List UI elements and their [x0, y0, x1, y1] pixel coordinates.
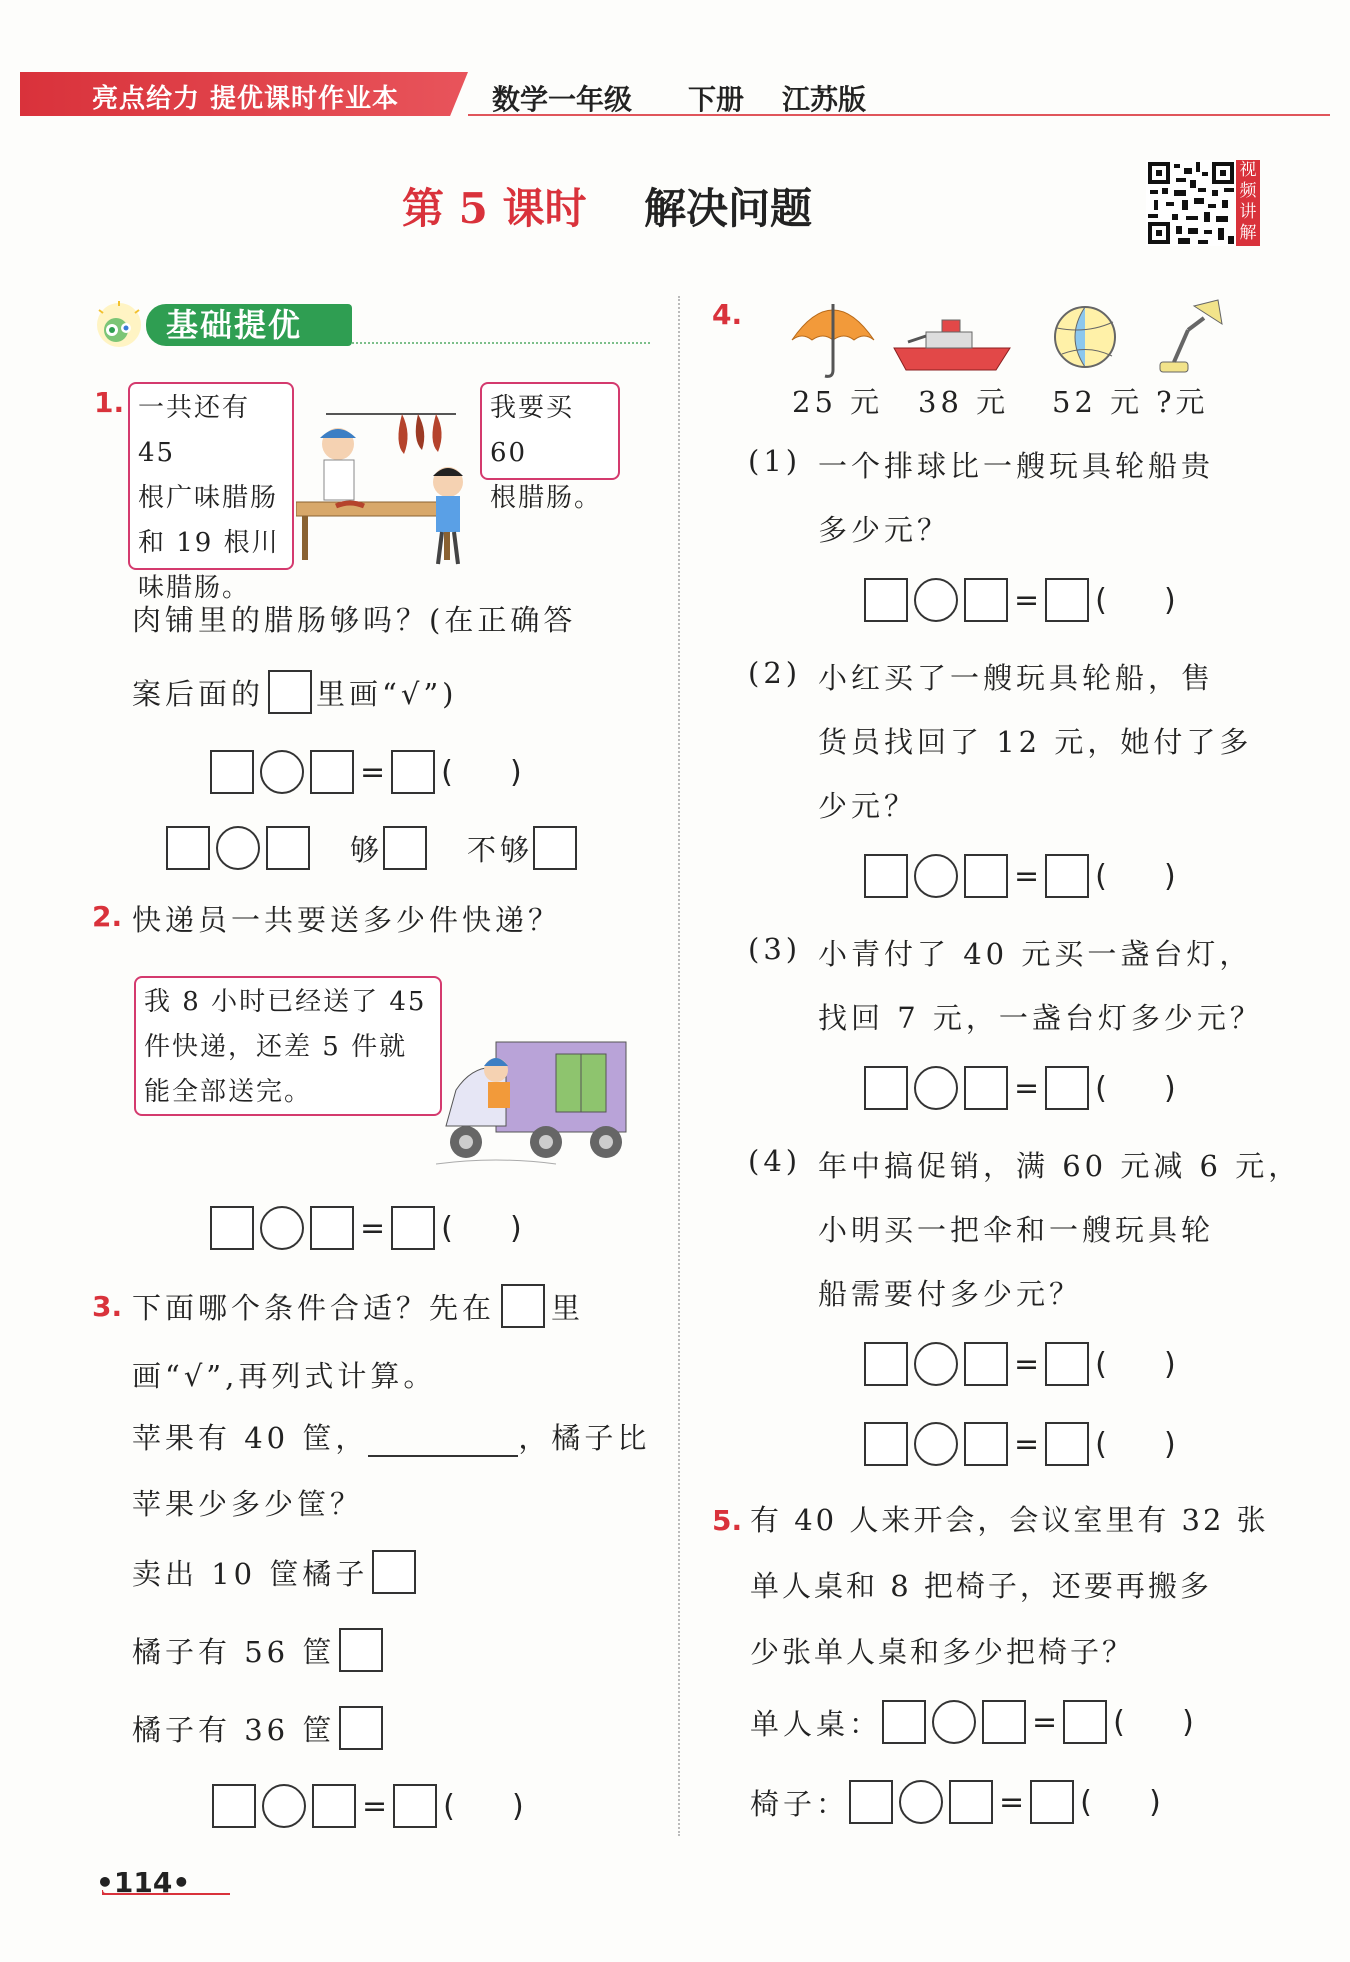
unit-blank[interactable]: ( ) [443, 1788, 524, 1824]
operand-box[interactable] [982, 1700, 1026, 1744]
q3-option-3 [132, 1706, 383, 1750]
result-box[interactable] [1045, 1342, 1089, 1386]
q5-line1: 有 40 人来开会，会议室里有 32 张 [750, 1503, 1269, 1537]
operand-box[interactable] [210, 750, 254, 794]
q4-sub3-equation [864, 1064, 1176, 1112]
q3-number: 3. [92, 1290, 123, 1323]
answer-box[interactable] [501, 1284, 545, 1328]
operand-box[interactable] [964, 1422, 1008, 1466]
gears-icon [94, 300, 144, 350]
q3-text-b: 里 [551, 1290, 585, 1325]
q2-number: 2. [92, 900, 123, 933]
equals-sign: = [360, 1210, 386, 1246]
enough-label: 够 [350, 832, 384, 867]
bubble-line: 我要买 60 [490, 393, 575, 468]
price-volleyball: 52 元 [1052, 385, 1144, 419]
q1-speech-bubble-right [480, 382, 620, 513]
q5-desk-equation [750, 1698, 1194, 1746]
q3-line2: 画“√”,再列式计算。 [132, 1359, 437, 1393]
operator-circle[interactable] [260, 750, 304, 794]
q1-number: 1. [94, 386, 125, 419]
operator-circle[interactable] [914, 854, 958, 898]
unit-blank[interactable]: ( ) [1095, 1346, 1176, 1382]
q4-sub4-equation-1 [864, 1340, 1176, 1388]
q1-equation [210, 748, 522, 796]
unit-blank[interactable]: ( ) [1080, 1784, 1161, 1820]
q3-text-d: ，橘子比 [518, 1421, 651, 1455]
umbrella-icon [788, 296, 878, 380]
equals-sign: = [1032, 1704, 1058, 1740]
q4-sub2-line2: 货员找回了 12 元，她付了多 [818, 725, 1253, 759]
equals-sign: = [1014, 1346, 1040, 1382]
operator-circle[interactable] [914, 1342, 958, 1386]
price-umbrella: 25 元 [792, 385, 884, 419]
q3-option-1 [132, 1550, 416, 1594]
operand-box[interactable] [864, 854, 908, 898]
header-volume: 下册 [688, 83, 745, 116]
operator-circle[interactable] [932, 1700, 976, 1744]
q3-equation [212, 1782, 524, 1830]
price-lamp: ?元 [1156, 385, 1209, 419]
result-box[interactable] [391, 750, 435, 794]
bubble-line: 根广味腊肠 [138, 483, 279, 513]
equals-sign: = [1014, 582, 1040, 618]
compare-circle[interactable] [216, 826, 260, 870]
bubble-line: 味腊肠。 [138, 573, 251, 603]
equals-sign: = [360, 754, 386, 790]
unit-blank[interactable]: ( ) [1113, 1704, 1194, 1740]
option-check-box[interactable] [339, 1706, 383, 1750]
operator-circle[interactable] [899, 1780, 943, 1824]
q1-question-line1: 肉铺里的腊肠够吗？(在正确答 [132, 603, 577, 637]
operand-box[interactable] [849, 1780, 893, 1824]
q1-text-b: 里画“√”) [316, 676, 458, 711]
q4-sub1-line1: 一个排球比一艘玩具轮船贵 [818, 449, 1215, 483]
q2-equation [210, 1204, 522, 1252]
not-enough-check-box[interactable] [533, 826, 577, 870]
unit-blank[interactable]: ( ) [1095, 582, 1176, 618]
q4-sub1-equation [864, 576, 1176, 624]
q3-option-2 [132, 1628, 383, 1672]
q1-text-a: 案后面的 [132, 676, 265, 711]
q3-line3 [132, 1416, 650, 1457]
q5-line2: 单人桌和 8 把椅子，还要再搬多 [750, 1569, 1212, 1603]
operand-box[interactable] [310, 1206, 354, 1250]
q4-sub4-line1: 年中搞促销，满 60 元减 6 元， [818, 1149, 1302, 1183]
volleyball-icon [1052, 304, 1118, 370]
q4-sub1-line2: 多少元？ [818, 513, 951, 547]
operand-box[interactable] [210, 1206, 254, 1250]
equals-sign: = [1014, 858, 1040, 894]
video-explain-tag[interactable]: 视频讲解 [1236, 160, 1260, 246]
operand-box[interactable] [964, 578, 1008, 622]
section-divider [352, 342, 650, 344]
delivery-tricycle-illustration [436, 1030, 636, 1170]
operand-box[interactable] [312, 1784, 356, 1828]
column-divider [678, 296, 680, 1836]
butcher-shop-illustration [296, 396, 480, 576]
q5-line3: 少张单人桌和多少把椅子？ [750, 1635, 1135, 1669]
q1-speech-bubble-left [128, 382, 294, 603]
q4-sub4-equation-2 [864, 1420, 1176, 1468]
operator-circle[interactable] [914, 1422, 958, 1466]
result-box[interactable] [1030, 1780, 1074, 1824]
operator-circle[interactable] [914, 1066, 958, 1110]
header-edition: 江苏版 [782, 83, 867, 116]
result-box[interactable] [1045, 1422, 1089, 1466]
result-box[interactable] [391, 1206, 435, 1250]
equals-sign: = [1014, 1070, 1040, 1106]
q3-line1 [132, 1284, 584, 1328]
condition-blank[interactable] [368, 1427, 518, 1457]
unit-blank[interactable]: ( ) [441, 754, 522, 790]
option-text: 橘子有 56 筐 [132, 1634, 336, 1669]
option-text: 橘子有 36 筐 [132, 1712, 336, 1747]
page-number-underline [102, 1886, 232, 1896]
q4-sub2-line3: 少元？ [818, 789, 918, 823]
operand-box[interactable] [310, 750, 354, 794]
q4-sub2-number: (2) [748, 656, 802, 690]
price-ship: 38 元 [918, 385, 1010, 419]
bubble-line: 件快递，还差 5 件就 [144, 1032, 408, 1062]
operand-box[interactable] [882, 1700, 926, 1744]
operand-box[interactable] [864, 1422, 908, 1466]
operand-box[interactable] [949, 1780, 993, 1824]
q5-number: 5. [712, 1504, 743, 1537]
operand-box[interactable] [212, 1784, 256, 1828]
q4-sub4-number: (4) [748, 1144, 802, 1178]
operator-circle[interactable] [262, 1784, 306, 1828]
q4-sub1-number: (1) [748, 444, 802, 478]
q2-speech-bubble [134, 976, 442, 1116]
operand-box[interactable] [864, 1066, 908, 1110]
operand-box[interactable] [964, 1342, 1008, 1386]
bubble-line: 能全部送完。 [144, 1077, 313, 1107]
result-box[interactable] [393, 1784, 437, 1828]
operator-circle[interactable] [914, 578, 958, 622]
equals-sign: = [999, 1784, 1025, 1820]
not-enough-label: 不够 [467, 832, 534, 867]
bubble-line: 根腊肠。 [490, 483, 603, 513]
desk-lamp-icon [1154, 296, 1224, 376]
desk-label: 单人桌： [750, 1706, 883, 1741]
lesson-number: 第 5 课时 [402, 184, 587, 233]
unit-blank[interactable]: ( ) [1095, 1426, 1176, 1462]
bubble-line: 我 8 小时已经送了 45 [144, 987, 427, 1017]
result-box[interactable] [1063, 1700, 1107, 1744]
q4-sub3-number: (3) [748, 932, 802, 966]
bubble-line: 一共还有 45 [138, 393, 251, 468]
q1-question-line2 [132, 670, 457, 714]
q3-text-a: 下面哪个条件合适？先在 [132, 1290, 496, 1325]
page-number: •114• [96, 1866, 191, 1899]
unit-blank[interactable]: ( ) [441, 1210, 522, 1246]
section-basic-improve: 基础提优 [146, 304, 352, 346]
lesson-title: 解决问题 [644, 184, 813, 233]
q4-sub3-line2: 找回 7 元，一盏台灯多少元？ [818, 1001, 1263, 1035]
q4-sub3-line1: 小青付了 40 元买一盏台灯， [818, 937, 1253, 971]
header-brand: 亮点给力 提优课时作业本 [92, 84, 400, 114]
q5-chair-equation [750, 1778, 1161, 1826]
option-check-box[interactable] [372, 1550, 416, 1594]
operand-box[interactable] [864, 578, 908, 622]
q4-sub2-equation [864, 852, 1176, 900]
q4-sub2-line1: 小红买了一艘玩具轮船，售 [818, 661, 1215, 695]
unit-blank[interactable]: ( ) [1095, 1070, 1176, 1106]
equals-sign: = [1014, 1426, 1040, 1462]
q4-sub4-line3: 船需要付多少元？ [818, 1277, 1083, 1311]
toy-ship-icon [892, 314, 1012, 374]
operator-circle[interactable] [260, 1206, 304, 1250]
q3-text-c: 苹果有 40 筐， [132, 1421, 369, 1455]
compare-box[interactable] [266, 826, 310, 870]
equals-sign: = [362, 1788, 388, 1824]
q4-number: 4. [712, 298, 743, 331]
operand-box[interactable] [864, 1342, 908, 1386]
bubble-line: 和 19 根川 [138, 528, 280, 558]
q4-sub4-line2: 小明买一把伞和一艘玩具轮 [818, 1213, 1215, 1247]
q1-compare-row [166, 824, 577, 872]
result-box[interactable] [1045, 854, 1089, 898]
result-box[interactable] [1045, 1066, 1089, 1110]
chair-label: 椅子： [750, 1786, 850, 1821]
unit-blank[interactable]: ( ) [1095, 858, 1176, 894]
enough-check-box[interactable] [383, 826, 427, 870]
result-box[interactable] [1045, 578, 1089, 622]
answer-box[interactable] [268, 670, 312, 714]
operand-box[interactable] [964, 1066, 1008, 1110]
header-subject: 数学一年级 [492, 83, 633, 116]
option-text: 卖出 10 筐橘子 [132, 1556, 369, 1591]
q2-question: 快递员一共要送多少件快递？ [132, 903, 562, 937]
q3-line4: 苹果少多少筐？ [132, 1487, 364, 1521]
qr-code-icon[interactable] [1146, 160, 1236, 246]
operand-box[interactable] [964, 854, 1008, 898]
compare-box[interactable] [166, 826, 210, 870]
option-check-box[interactable] [339, 1628, 383, 1672]
